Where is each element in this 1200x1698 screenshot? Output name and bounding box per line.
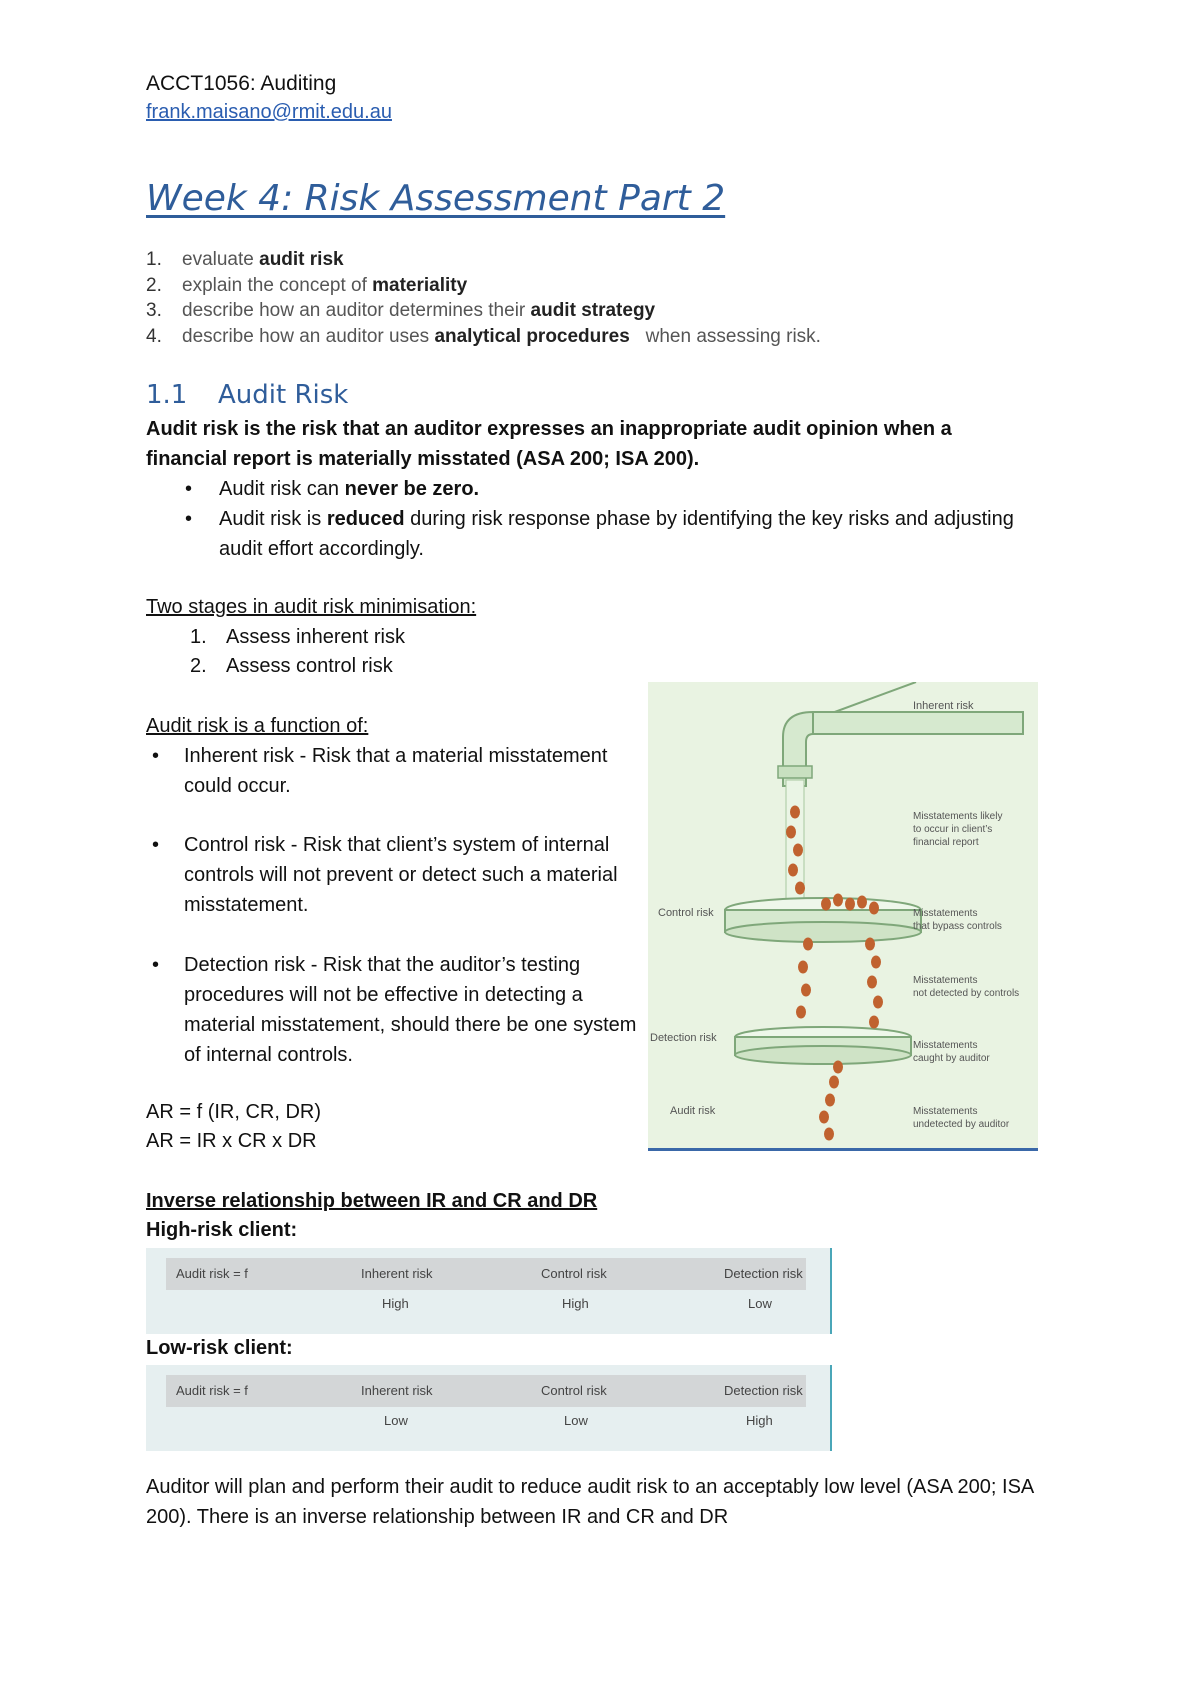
misstatement-drop bbox=[871, 956, 881, 969]
not-detected-controls-label: Misstatements not detected by controls bbox=[913, 975, 1020, 999]
column-header: Inherent risk bbox=[361, 1383, 433, 1398]
audit-risk-definition: Audit risk is the risk that an auditor expresses an inappropriate audit opinion when a financial report is materially misstated (ASA 200; ISA 200). bbox=[146, 418, 952, 470]
table-cell: Low bbox=[748, 1296, 772, 1311]
bypass-controls-label: Misstatements that bypass controls bbox=[913, 908, 1002, 932]
misstatement-drop bbox=[824, 1128, 834, 1141]
objective-item: 1. evaluate audit risk bbox=[146, 249, 344, 270]
misstatement-drop bbox=[873, 996, 883, 1009]
objective-item: 3. describe how an auditor determines their audit strategy bbox=[146, 300, 656, 321]
stage-item: 2. Assess control risk bbox=[190, 655, 393, 677]
column-header: Detection risk bbox=[724, 1266, 803, 1281]
table-header bbox=[166, 1375, 806, 1407]
misstatement-drop bbox=[833, 1061, 843, 1074]
misstatement-drop bbox=[833, 894, 843, 907]
misstatement-drop bbox=[825, 1094, 835, 1107]
caught-by-auditor-label: Misstatements caught by auditor bbox=[913, 1040, 990, 1064]
misstatement-drop bbox=[788, 864, 798, 877]
column-header: Audit risk = f bbox=[176, 1266, 248, 1281]
control-risk-label: Control risk bbox=[658, 907, 714, 919]
misstatement-drop bbox=[819, 1111, 829, 1124]
misstatement-drop bbox=[798, 961, 808, 974]
table-cell: Low bbox=[564, 1413, 588, 1428]
column-header: Detection risk bbox=[724, 1383, 803, 1398]
inherent-risk-label: Inherent risk bbox=[913, 700, 974, 712]
misstatement-drop bbox=[786, 826, 796, 839]
misstatement-drop bbox=[795, 882, 805, 895]
column-header: Inherent risk bbox=[361, 1266, 433, 1281]
course-title: ACCT1056: Auditing bbox=[146, 72, 337, 95]
high-risk-label: High-risk client: bbox=[146, 1219, 298, 1241]
misstatement-drop bbox=[790, 806, 800, 819]
low-risk-label: Low-risk client: bbox=[146, 1337, 293, 1359]
misstatement-drop bbox=[845, 898, 855, 911]
audit-risk-figure bbox=[648, 682, 1038, 1150]
formula: AR = IR x CR x DR bbox=[146, 1130, 317, 1152]
formula: AR = f (IR, CR, DR) bbox=[146, 1101, 322, 1123]
inverse-heading: Inverse relationship between IR and CR and DR bbox=[146, 1190, 598, 1212]
misstatement-drop bbox=[869, 902, 879, 915]
stage-item: 1. Assess inherent risk bbox=[190, 626, 405, 648]
misstatement-drop bbox=[869, 1016, 879, 1029]
misstatement-drop bbox=[829, 1076, 839, 1089]
figure-baseline bbox=[648, 1148, 1038, 1151]
table-cell: Low bbox=[384, 1413, 408, 1428]
misstatement-drop bbox=[865, 938, 875, 951]
detection-risk-label: Detection risk bbox=[650, 1032, 717, 1044]
table-cell: High bbox=[746, 1413, 773, 1428]
misstatement-drop bbox=[793, 844, 803, 857]
likely-misstatements-label: Misstatements likely to occur in client’s financial report bbox=[913, 811, 1003, 848]
misstatement-drop bbox=[803, 938, 813, 951]
objective-item: 4. describe how an auditor uses analytical procedures when assessing risk. bbox=[146, 326, 821, 347]
misstatement-drop bbox=[857, 896, 867, 909]
undetected-by-auditor-label: Misstatements undetected by auditor bbox=[913, 1106, 1010, 1130]
stages-heading: Two stages in audit risk minimisation: bbox=[146, 596, 477, 618]
page-title: Week 4: Risk Assessment Part 2 bbox=[146, 178, 726, 219]
table-cell: High bbox=[562, 1296, 589, 1311]
function-heading: Audit risk is a function of: bbox=[146, 715, 369, 737]
email-link[interactable]: frank.maisano@rmit.edu.au bbox=[146, 101, 392, 123]
closing-paragraph: Auditor will plan and perform their audit to reduce audit risk to an acceptably low level (ASA 200; ISA 200). There is an inverse relationship between IR and CR and DR bbox=[146, 1476, 1034, 1528]
low-risk-table bbox=[146, 1365, 832, 1451]
misstatement-drop bbox=[796, 1006, 806, 1019]
objective-item: 2. explain the concept of materiality bbox=[146, 275, 468, 296]
misstatement-drop bbox=[867, 976, 877, 989]
table-cell: High bbox=[382, 1296, 409, 1311]
column-header: Control risk bbox=[541, 1383, 607, 1398]
table-header bbox=[166, 1258, 806, 1290]
column-header: Audit risk = f bbox=[176, 1383, 248, 1398]
audit-risk-label: Audit risk bbox=[670, 1105, 716, 1117]
misstatement-drop bbox=[821, 898, 831, 911]
column-header: Control risk bbox=[541, 1266, 607, 1281]
section-heading: 1.1 Audit Risk bbox=[146, 380, 349, 410]
misstatement-drop bbox=[801, 984, 811, 997]
high-risk-table bbox=[146, 1248, 832, 1334]
